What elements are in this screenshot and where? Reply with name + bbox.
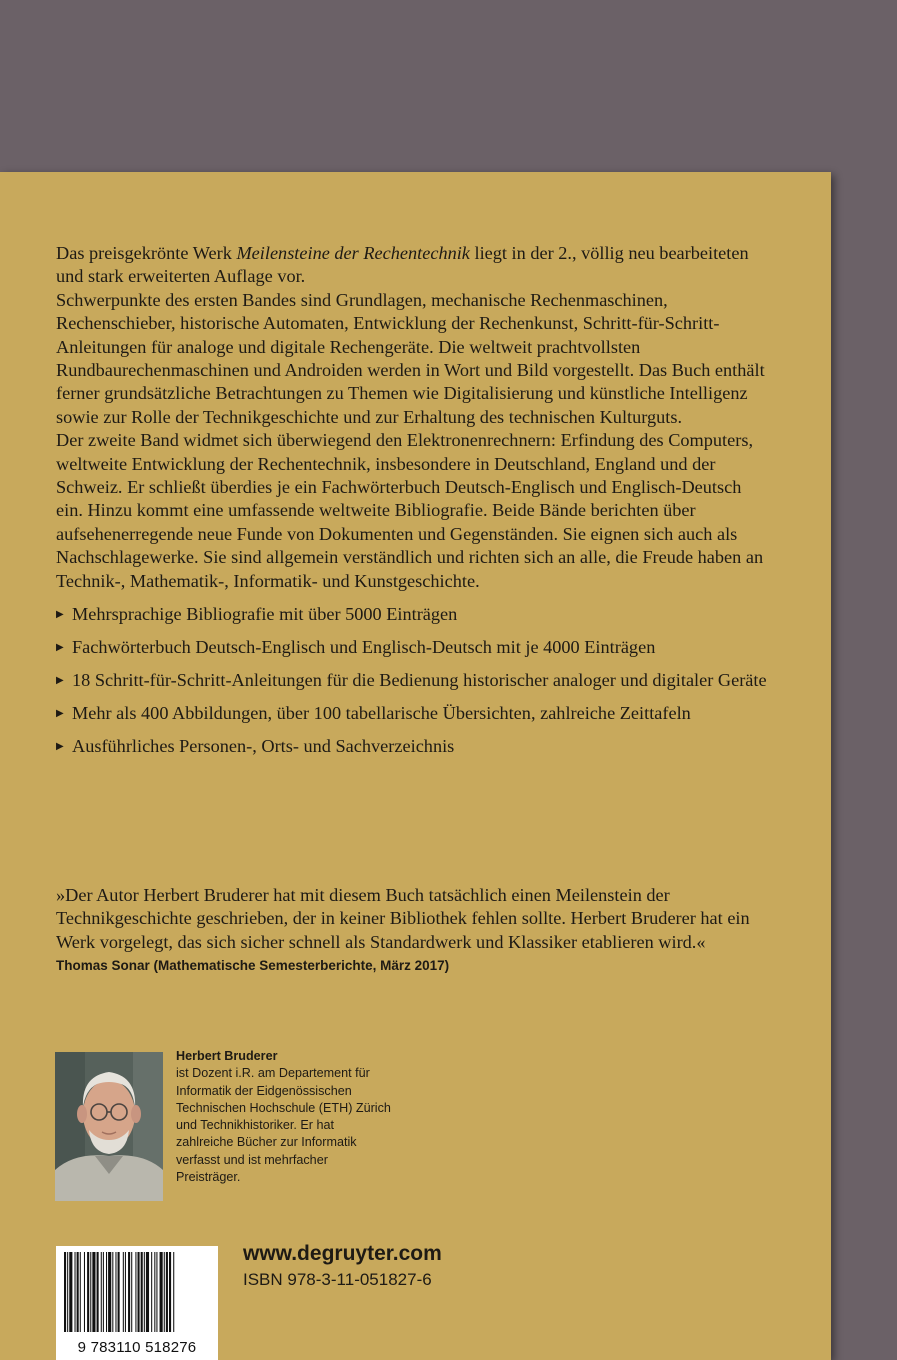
book-title-inline: Meilensteine der Rechentechnik xyxy=(236,243,470,263)
feature-item: ▶ 18 Schritt-für-Schritt-Anleitungen für die Bedienung historischer analoger und digitaler Geräte xyxy=(56,669,768,692)
quote-text: »Der Autor Herbert Bruderer hat mit diesem Buch tatsächlich einen Meilenstein der Technikgeschichte geschrieben, der in keiner Bibliothek fehlen sollte. Herbert Bruderer hat ein Werk vorgelegt, das sich sicher schnell als Standardwerk und Klassiker etablieren wird.« xyxy=(56,885,750,952)
description-text: liegt in der 2., völlig neu bearbeiteten und stark erweiterten Auflage vor. xyxy=(56,243,749,287)
back-cover xyxy=(0,172,831,1360)
isbn-barcode xyxy=(56,1246,218,1360)
publisher-info xyxy=(243,1240,442,1292)
description-text: Das preisgekrönte Werk xyxy=(56,243,237,263)
feature-list xyxy=(56,603,768,758)
isbn-text: ISBN 978-3-11-051827-6 xyxy=(243,1270,432,1289)
triangle-bullet-icon: ▶ xyxy=(56,609,64,621)
feature-item: ▶ Ausführliches Personen-, Orts- und Sachverzeichnis xyxy=(56,735,768,758)
review-quote xyxy=(56,884,768,977)
feature-item: ▶ Mehrsprachige Bibliografie mit über 5000 Einträgen xyxy=(56,603,768,626)
triangle-bullet-icon: ▶ xyxy=(56,675,64,687)
feature-item: ▶ Fachwörterbuch Deutsch-Englisch und Englisch-Deutsch mit je 4000 Einträgen xyxy=(56,636,768,659)
triangle-bullet-icon: ▶ xyxy=(56,708,64,720)
triangle-bullet-icon: ▶ xyxy=(56,741,64,753)
description-block xyxy=(56,242,768,768)
author-portrait-image xyxy=(55,1052,163,1201)
barcode-icon xyxy=(64,1252,210,1332)
author-bio xyxy=(176,1048,391,1186)
description-paragraph-3: Der zweite Band widmet sich überwiegend den Elektronenrechnern: Erfindung des Computers, weltweite Entwicklung der Rechentechnik, insbesondere in Deutschland, England und der Schweiz. Er schließt überdies je ein Fachwörterbuch Deutsch-Englisch und Englisch-Deutsch ein. Hinzu kommt eine umfassende weltweite Bibliografie. Beide Bände berichten über aufsehenerregende neue Funde von Dokumenten und Gegenständen. Sie eignen sich auch als Nachschlagewerke. Sie sind allgemein verständlich und richten sich an alle, die Freude haben an Technik-, Mathematik-, Informatik- und Kunstgeschichte. xyxy=(56,430,764,591)
barcode-digits: 9 783110 518276 xyxy=(77,1339,197,1356)
author-name: Herbert Bruderer xyxy=(176,1049,278,1063)
quote-source: Thomas Sonar (Mathematische Semesterberichte, März 2017) xyxy=(56,958,450,974)
author-photo xyxy=(55,1052,163,1201)
publisher-url[interactable]: www.degruyter.com xyxy=(243,1242,442,1265)
description-paragraph-2: Schwerpunkte des ersten Bandes sind Grundlagen, mechanische Rechenmaschinen, Rechenschieber, historische Automaten, Entwicklung der Rechenkunst, Schritt-für-Schritt-Anleitungen für analoge und digitale Rechengeräte. Die weltweit prachtvollsten Rundbaurechenmaschinen und Androiden werden in Wort und Bild vorgestellt. Das Buch enthält ferner grundsätzliche Betrachtungen zu Themen wie Digitalisierung und künstliche Intelligenz sowie zur Rolle der Technikgeschichte und zur Erhaltung des technischen Kulturguts. xyxy=(56,289,765,427)
description-paragraph-1 xyxy=(56,242,768,289)
feature-item: ▶ Mehr als 400 Abbildungen, über 100 tabellarische Übersichten, zahlreiche Zeittafeln xyxy=(56,702,768,725)
triangle-bullet-icon: ▶ xyxy=(56,642,64,654)
author-bio-text: ist Dozent i.R. am Departement für Informatik der Eidgenössischen Technischen Hochschule (ETH) Zürich und Technikhistoriker. Er hat zahlreiche Bücher zur Informatik verfasst und ist mehrfacher Preisträger. xyxy=(176,1066,391,1185)
